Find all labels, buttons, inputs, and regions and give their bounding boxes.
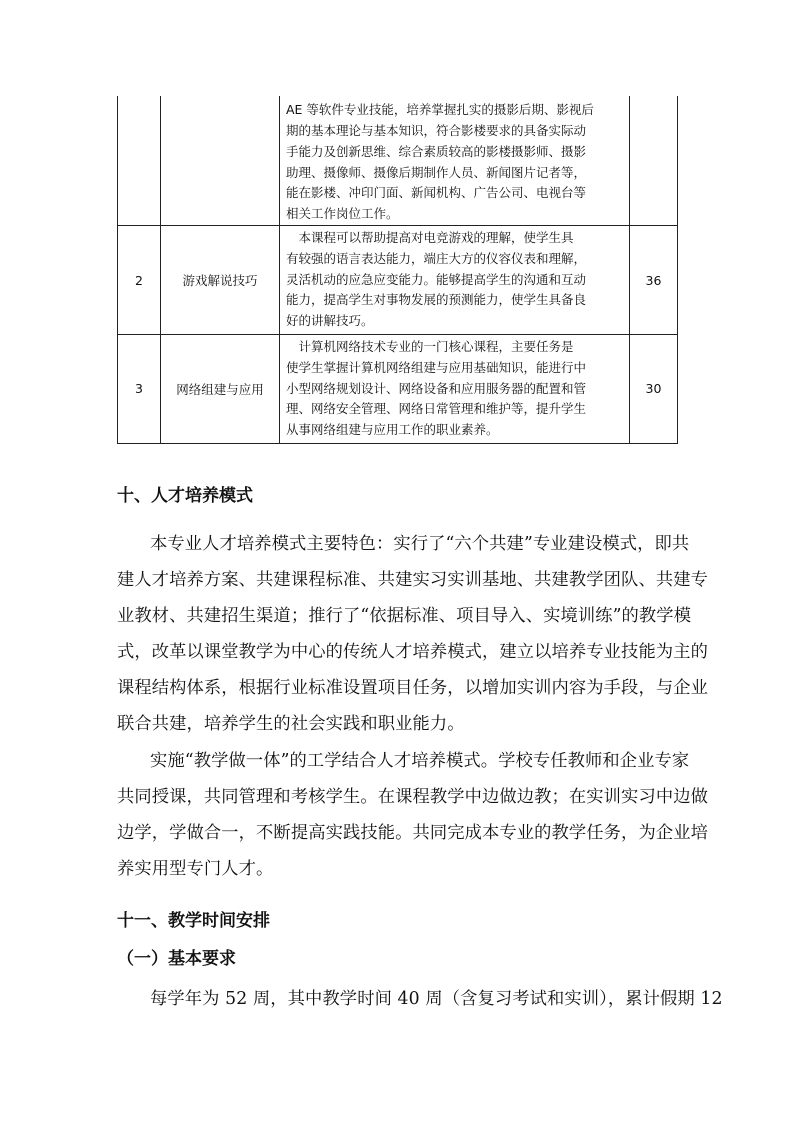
- course-name: [161, 96, 280, 226]
- course-hours: 30: [630, 335, 678, 444]
- course-number: 2: [118, 226, 161, 335]
- description-line: 好的讲解技巧。: [286, 313, 374, 329]
- description-line: 有较强的语言表达能力，端庄大方的仪容仪表和理解，: [286, 250, 587, 266]
- description-line: 手能力及创新思维、综合素质较高的影楼摄影师、摄影: [286, 143, 587, 159]
- description-line: 计算机网络技术专业的一门核心课程，主要任务是: [286, 339, 574, 354]
- paragraph-line: 养实用型专门人才。: [117, 859, 274, 879]
- paragraph-line: 边学，学做合一，不断提高实践技能。共同完成本专业的教学任务，为企业培: [117, 823, 708, 843]
- course-hours: [630, 96, 678, 226]
- section-heading: 十一、教学时间安排: [117, 911, 270, 931]
- description-line: 灵活机动的应急应变能力。能够提高学生的沟通和互动: [286, 271, 587, 287]
- paragraph-line: 每学年为 52 周，其中教学时间 40 周（含复习考试和实训），累计假期 12: [150, 989, 723, 1009]
- paragraph-line: 课程结构体系，根据行业标准设置项目任务，以增加实训内容为手段，与企业: [117, 678, 708, 698]
- table-row: [118, 226, 678, 335]
- description-line: 小型网络规划设计、网络设备和应用服务器的配置和管: [286, 380, 587, 396]
- description-line: 相关工作岗位工作。: [286, 206, 399, 222]
- table-row: [118, 96, 678, 226]
- course-description: [280, 226, 630, 335]
- paragraph-line: 联合共建，培养学生的社会实践和职业能力。: [117, 714, 465, 734]
- section-heading: 十、人才培养模式: [117, 486, 253, 506]
- course-number: 3: [118, 335, 161, 444]
- description-line: 使学生掌握计算机网络组建与应用基础知识，能进行中: [286, 359, 587, 375]
- course-description: [280, 96, 630, 226]
- paragraph-line: 实施“教学做一体”的工学结合人才培养模式。学校专任教师和企业专家: [150, 751, 690, 771]
- description-line: 助理、摄像师、摄像后期制作人员、新闻图片记者等，: [286, 164, 587, 180]
- description-line: AE 等软件专业技能，培养掌握扎实的摄影后期、影视后: [286, 102, 594, 118]
- course-hours: 36: [630, 226, 678, 335]
- paragraph-line: 建人才培养方案、共建课程标准、共建实习实训基地、共建教学团队、共建专: [117, 570, 708, 590]
- description-line: 能在影楼、冲印门面、新闻机构、广告公司、电视台等: [286, 185, 587, 201]
- sub-heading: （一）基本要求: [117, 949, 236, 969]
- course-name: 网络组建与应用: [161, 335, 280, 444]
- paragraph-line: 本专业人才培养模式主要特色：实行了“六个共建”专业建设模式，即共: [150, 534, 690, 554]
- description-line: 期的基本理论与基本知识，符合影楼要求的具备实际动: [286, 123, 587, 139]
- paragraph-line: 共同授课，共同管理和考核学生。在课程教学中边做边教；在实训实习中边做: [117, 787, 708, 807]
- description-line: 本课程可以帮助提高对电竞游戏的理解，使学生具: [286, 230, 574, 245]
- course-description: [280, 335, 630, 444]
- course-number: [118, 96, 161, 226]
- paragraph-line: 业教材、共建招生渠道；推行了“依据标准、项目导入、实境训练”的教学模: [117, 606, 692, 626]
- table-row: [118, 335, 678, 444]
- course-table: [117, 96, 678, 444]
- description-line: 理、网络安全管理、网络日常管理和维护等，提升学生: [286, 401, 587, 417]
- course-name: 游戏解说技巧: [161, 226, 280, 335]
- paragraph-line: 式，改革以课堂教学为中心的传统人才培养模式，建立以培养专业技能为主的: [117, 642, 708, 662]
- description-line: 从事网络组建与应用工作的职业素养。: [286, 422, 499, 438]
- description-line: 能力，提高学生对事物发展的预测能力，使学生具备良: [286, 292, 587, 308]
